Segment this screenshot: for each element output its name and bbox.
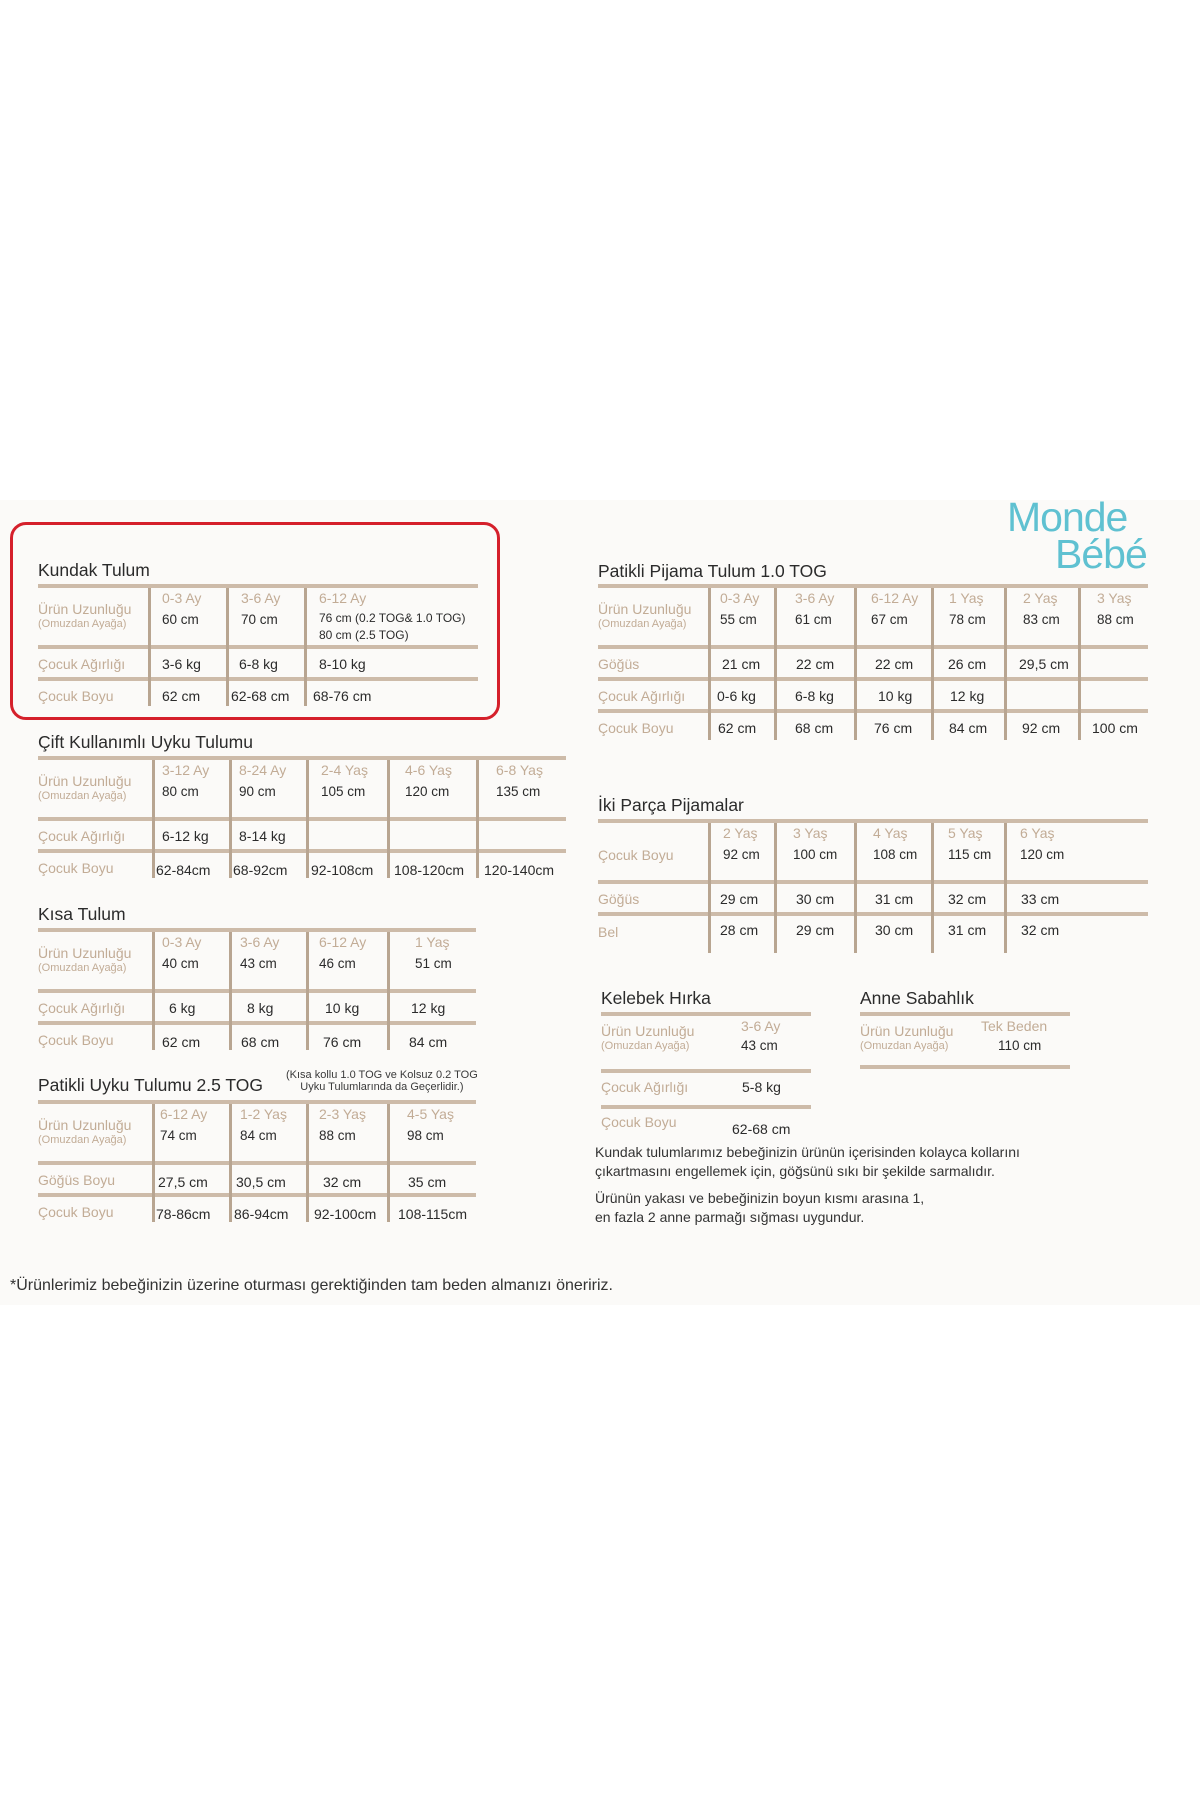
height-cell: 68 cm: [795, 720, 834, 736]
waist-cell: 28 cm: [720, 922, 759, 938]
weight-cell: 3-6 kg: [162, 656, 201, 672]
size-cell: Tek Beden 110 cm: [981, 1018, 1048, 1053]
row-label-height: Çocuk Boyu: [601, 1114, 677, 1130]
table-title: Çift Kullanımlı Uyku Tulumu: [38, 732, 253, 752]
logo-text-bebe: Bébé: [1055, 531, 1147, 577]
height-cell: 62-68 cm: [231, 688, 290, 704]
divider: [598, 677, 1148, 681]
divider: [1004, 823, 1007, 953]
divider: [152, 932, 155, 1050]
size-cell: 6-12 Ay 74 cm: [160, 1106, 208, 1143]
divider: [387, 932, 390, 1050]
height-cell: 84 cm: [409, 1034, 448, 1050]
divider: [598, 584, 1148, 588]
size-cell: 2-3 Yaş 88 cm: [319, 1106, 366, 1143]
height-cell: 108-115cm: [398, 1206, 468, 1222]
divider: [601, 1105, 811, 1109]
height-cell: 62 cm: [162, 1034, 201, 1050]
row-label-height: Çocuk Boyu: [38, 1204, 114, 1220]
height-cell: 68-76 cm: [313, 688, 372, 704]
chest-cell: 35 cm: [408, 1174, 447, 1190]
divider: [774, 588, 777, 740]
footnote: *Ürünlerimiz bebeğinizin üzerine oturması gerektiğinden tam beden almanızı öneririz.: [10, 1277, 613, 1294]
size-cell: 6-8 Yaş 135 cm: [496, 762, 543, 799]
weight-cell: 0-6 kg: [717, 688, 756, 704]
divider: [598, 912, 1148, 916]
size-cell: 2-4 Yaş 105 cm: [321, 762, 368, 799]
row-label-chest: Göğüs Boyu: [38, 1172, 116, 1188]
size-cell: 1 Yaş 51 cm: [415, 934, 452, 971]
table-kundak-tulum: [38, 560, 478, 715]
row-label-weight: Çocuk Ağırlığı: [601, 1079, 689, 1095]
divider: [1078, 588, 1081, 740]
waist-cell: 29 cm: [796, 922, 835, 938]
table-patikli-pijama-tulum: [598, 560, 1150, 750]
divider: [306, 1104, 309, 1222]
weight-cell: 6-8 kg: [239, 656, 278, 672]
logo-text-monde: Monde: [1007, 494, 1128, 540]
divider: [931, 823, 934, 953]
height-cell: 84 cm: [949, 720, 988, 736]
table-title: Anne Sabahlık: [860, 988, 974, 1008]
height-cell: 108-120cm: [394, 862, 465, 878]
height-cell: 86-94cm: [234, 1206, 289, 1222]
size-cell: 6-12 Ay 46 cm: [319, 934, 367, 971]
size-cell: 6-12 Ay 67 cm: [871, 590, 919, 627]
divider: [860, 1065, 1070, 1069]
table-cift-kullanimli-uyku-tulumu: [38, 732, 568, 887]
divider: [387, 760, 390, 878]
table-title: Kısa Tulum: [38, 904, 126, 924]
weight-cell: 6-12 kg: [162, 828, 209, 844]
size-cell: 0-3 Ay 40 cm: [162, 934, 202, 971]
chest-cell: 22 cm: [796, 656, 835, 672]
chest-cell: 29 cm: [720, 891, 759, 907]
divider: [708, 823, 711, 953]
row-label-height: Çocuk Boyu: [38, 860, 114, 876]
height-cell: 62-84cm: [156, 862, 211, 878]
table-title: Patikli Pijama Tulum 1.0 TOG: [598, 561, 827, 581]
divider: [598, 645, 1148, 649]
divider: [38, 584, 478, 588]
size-cell: 5 Yaş 115 cm: [948, 825, 992, 862]
row-label-length: Ürün Uzunluğu (Omuzdan Ayağa): [601, 1023, 695, 1052]
row-label-length: Ürün Uzunluğu (Omuzdan Ayağa): [38, 601, 132, 630]
size-cell: 1 Yaş 78 cm: [949, 590, 986, 627]
divider: [598, 709, 1148, 713]
chest-cell: 26 cm: [948, 656, 987, 672]
row-label-height: Çocuk Boyu: [38, 688, 114, 704]
size-cell: 3-12 Ay 80 cm: [162, 762, 210, 799]
row-label-weight: Çocuk Ağırlığı: [598, 688, 686, 704]
divider: [306, 932, 309, 1050]
table-title: İki Parça Pijamalar: [598, 795, 744, 815]
table-iki-parca-pijamalar: [598, 795, 1150, 965]
weight-cell: 8 kg: [247, 1000, 274, 1016]
size-cell: 0-3 Ay 55 cm: [720, 590, 760, 627]
divider: [387, 1104, 390, 1222]
chest-cell: 27,5 cm: [158, 1174, 208, 1190]
info-paragraph-collar: Ürünün yakası ve bebeğinizin boyun kısmı arasına 1, en fazla 2 anne parmağı sığması uygundur.: [595, 1190, 925, 1225]
chest-cell: 32 cm: [948, 891, 987, 907]
size-cell: 4 Yaş 108 cm: [873, 825, 918, 862]
table-kelebek-hirka: [601, 988, 816, 1138]
info-paragraph-swaddle: Kundak tulumlarımız bebeğinizin ürünün içerisinden kolayca kollarını çıkartmasını engellemek için, göğsünü sıkı bir şekilde sarmalıdır.: [595, 1144, 1020, 1179]
weight-cell: 6-8 kg: [795, 688, 834, 704]
row-label-length: Ürün Uzunluğu (Omuzdan Ayağa): [598, 601, 692, 630]
chest-cell: 21 cm: [722, 656, 761, 672]
height-cell: 92-108cm: [311, 862, 374, 878]
height-cell: 62 cm: [162, 688, 201, 704]
divider: [854, 823, 857, 953]
chest-cell: 29,5 cm: [1019, 656, 1069, 672]
row-label-height: Çocuk Boyu: [598, 720, 674, 736]
divider: [708, 588, 711, 740]
divider: [152, 760, 155, 878]
size-cell: 3-6 Ay 43 cm: [741, 1018, 781, 1053]
chest-cell: 33 cm: [1021, 891, 1060, 907]
chest-cell: 31 cm: [875, 891, 914, 907]
chest-cell: 30 cm: [796, 891, 835, 907]
divider: [229, 760, 232, 878]
weight-cell: 6 kg: [169, 1000, 196, 1016]
row-label-height: Çocuk Boyu: [38, 1032, 114, 1048]
divider: [38, 817, 566, 821]
row-label-weight: Çocuk Ağırlığı: [38, 828, 126, 844]
waist-cell: 31 cm: [948, 922, 987, 938]
row-label-length: Ürün Uzunluğu (Omuzdan Ayağa): [38, 773, 132, 802]
divider: [148, 588, 151, 706]
size-cell: 4-5 Yaş 98 cm: [407, 1106, 454, 1143]
divider: [229, 1104, 232, 1222]
divider: [931, 588, 934, 740]
size-cell: 2 Yaş 83 cm: [1023, 590, 1060, 627]
size-cell: 8-24 Ay 90 cm: [239, 762, 287, 799]
size-cell: 2 Yaş 92 cm: [723, 825, 760, 862]
row-label-chest: Göğüs: [598, 891, 640, 907]
divider: [38, 1193, 476, 1197]
weight-cell: 10 kg: [325, 1000, 360, 1016]
divider: [598, 819, 1148, 823]
height-cell: 62-68 cm: [732, 1121, 791, 1137]
size-cell: 6-12 Ay 76 cm (0.2 TOG& 1.0 TOG) 80 cm (2.5 TOG): [319, 590, 466, 642]
height-cell: 120-140cm: [484, 862, 555, 878]
row-label-chest: Göğüs: [598, 656, 640, 672]
weight-cell: 12 kg: [411, 1000, 446, 1016]
weight-cell: 8-14 kg: [239, 828, 286, 844]
divider: [601, 1012, 811, 1016]
divider: [38, 989, 476, 993]
divider: [38, 1021, 476, 1025]
chest-cell: 22 cm: [875, 656, 914, 672]
table-anne-sabahlik: [860, 988, 1075, 1068]
divider: [38, 677, 478, 681]
size-cell: 1-2 Yaş 84 cm: [240, 1106, 287, 1143]
divider: [38, 1100, 476, 1104]
divider: [38, 928, 476, 932]
size-cell: 3 Yaş 100 cm: [793, 825, 838, 862]
table-note: (Kısa kollu 1.0 TOG ve Kolsuz 0.2 TOG Uyku Tulumlarında da Geçerlidir.): [286, 1069, 478, 1093]
row-label-weight: Çocuk Ağırlığı: [38, 1000, 126, 1016]
waist-cell: 32 cm: [1021, 922, 1060, 938]
row-label-length: Ürün Uzunluğu (Omuzdan Ayağa): [38, 1117, 132, 1146]
weight-cell: 12 kg: [950, 688, 985, 704]
divider: [38, 756, 566, 760]
row-label-length: Ürün Uzunluğu (Omuzdan Ayağa): [860, 1023, 954, 1052]
chest-cell: 30,5 cm: [236, 1174, 286, 1190]
size-cell: 3-6 Ay 61 cm: [795, 590, 835, 627]
row-label-weight: Çocuk Ağırlığı: [38, 656, 126, 672]
size-cell: 3-6 Ay 70 cm: [241, 590, 281, 627]
size-cell: 0-3 Ay 60 cm: [162, 590, 202, 627]
height-cell: 92-100cm: [314, 1206, 377, 1222]
divider: [229, 932, 232, 1050]
weight-cell: 5-8 kg: [742, 1079, 781, 1095]
divider: [854, 588, 857, 740]
waist-cell: 30 cm: [875, 922, 914, 938]
divider: [774, 823, 777, 953]
weight-cell: 10 kg: [878, 688, 913, 704]
divider: [152, 1104, 155, 1222]
table-patikli-uyku-tulumu: [38, 1069, 518, 1232]
height-cell: 68 cm: [241, 1034, 280, 1050]
size-cell: 3-6 Ay 43 cm: [240, 934, 280, 971]
height-cell: 68-92cm: [233, 862, 288, 878]
size-cell: 3 Yaş 88 cm: [1097, 590, 1134, 627]
height-cell: 78-86cm: [156, 1206, 211, 1222]
row-label-waist: Bel: [598, 924, 619, 940]
divider: [304, 588, 307, 706]
divider: [38, 1161, 476, 1165]
table-title: Kundak Tulum: [38, 560, 150, 580]
row-label-height: Çocuk Boyu: [598, 847, 674, 863]
divider: [860, 1012, 1070, 1016]
divider: [38, 645, 478, 649]
table-title: Kelebek Hırka: [601, 988, 711, 1008]
divider: [598, 880, 1148, 884]
divider: [38, 849, 566, 853]
size-cell: 4-6 Yaş 120 cm: [405, 762, 452, 799]
height-cell: 76 cm: [874, 720, 913, 736]
divider: [476, 760, 479, 878]
weight-cell: 8-10 kg: [319, 656, 366, 672]
table-kisa-tulum: [38, 904, 478, 1059]
divider: [1004, 588, 1007, 740]
height-cell: 76 cm: [323, 1034, 362, 1050]
height-cell: 92 cm: [1022, 720, 1061, 736]
size-cell: 6 Yaş 120 cm: [1020, 825, 1065, 862]
chest-cell: 32 cm: [323, 1174, 362, 1190]
table-title: Patikli Uyku Tulumu 2.5 TOG: [38, 1075, 263, 1095]
divider: [306, 760, 309, 878]
divider: [226, 588, 229, 706]
row-label-length: Ürün Uzunluğu (Omuzdan Ayağa): [38, 945, 132, 974]
divider: [601, 1069, 811, 1073]
height-cell: 62 cm: [718, 720, 757, 736]
height-cell: 100 cm: [1092, 720, 1138, 736]
